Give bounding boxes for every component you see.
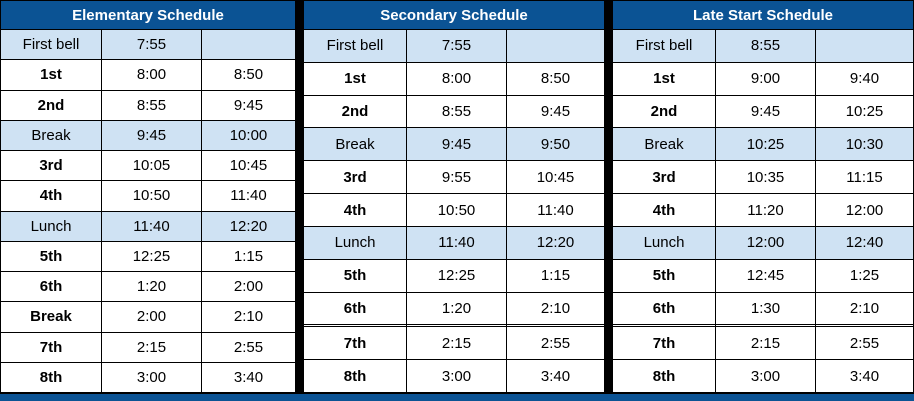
elementary-schedule-title: Elementary Schedule bbox=[1, 1, 296, 30]
period-cell: 7th bbox=[613, 327, 716, 360]
period-cell: Break bbox=[1, 302, 102, 332]
period-cell: 6th bbox=[1, 272, 102, 302]
period-cell: 1st bbox=[1, 60, 102, 90]
end-time-cell: 10:45 bbox=[507, 161, 605, 194]
end-time-cell: 11:40 bbox=[507, 194, 605, 227]
end-time-cell bbox=[507, 30, 605, 63]
schedule-row bbox=[1, 181, 296, 211]
start-time-cell: 10:35 bbox=[716, 161, 816, 194]
schedule-row bbox=[613, 327, 914, 360]
secondary-schedule-table bbox=[303, 0, 605, 393]
period-cell: 3rd bbox=[1, 151, 102, 181]
late-start-schedule-body bbox=[613, 30, 914, 393]
schedule-row bbox=[304, 62, 605, 95]
end-time-cell: 12:20 bbox=[202, 211, 296, 241]
schedule-row bbox=[613, 226, 914, 259]
start-time-cell: 3:00 bbox=[716, 360, 816, 393]
period-cell: 2nd bbox=[613, 95, 716, 128]
end-time-cell: 2:55 bbox=[816, 327, 914, 360]
start-time-cell: 9:00 bbox=[716, 62, 816, 95]
table-header-row bbox=[1, 1, 296, 30]
period-cell: 5th bbox=[304, 259, 407, 292]
schedule-row bbox=[1, 211, 296, 241]
start-time-cell: 11:20 bbox=[716, 194, 816, 227]
schedule-row bbox=[1, 302, 296, 332]
schedule-row bbox=[304, 327, 605, 360]
start-time-cell: 11:40 bbox=[102, 211, 202, 241]
end-time-cell: 10:25 bbox=[816, 95, 914, 128]
table-header-row bbox=[304, 1, 605, 30]
table-separator bbox=[605, 0, 612, 393]
schedule-row bbox=[304, 194, 605, 227]
end-time-cell: 10:45 bbox=[202, 151, 296, 181]
period-cell: 1st bbox=[304, 62, 407, 95]
period-cell: 4th bbox=[304, 194, 407, 227]
schedule-row bbox=[613, 194, 914, 227]
end-time-cell: 2:10 bbox=[816, 292, 914, 325]
table-separator bbox=[296, 0, 303, 393]
period-cell: 1st bbox=[613, 62, 716, 95]
end-time-cell bbox=[202, 30, 296, 60]
schedule-row bbox=[304, 30, 605, 63]
period-cell: Break bbox=[613, 128, 716, 161]
period-cell: 3rd bbox=[613, 161, 716, 194]
end-time-cell bbox=[816, 30, 914, 63]
schedule-row bbox=[304, 259, 605, 292]
start-time-cell: 9:45 bbox=[407, 128, 507, 161]
schedule-row bbox=[304, 95, 605, 128]
end-time-cell: 1:15 bbox=[202, 241, 296, 271]
start-time-cell: 9:45 bbox=[102, 120, 202, 150]
schedule-row bbox=[1, 332, 296, 362]
period-cell: First bell bbox=[304, 30, 407, 63]
period-cell: First bell bbox=[1, 30, 102, 60]
end-time-cell: 2:10 bbox=[507, 292, 605, 325]
period-cell: Lunch bbox=[613, 226, 716, 259]
elementary-schedule-body bbox=[1, 30, 296, 393]
period-cell: 8th bbox=[304, 360, 407, 393]
start-time-cell: 10:25 bbox=[716, 128, 816, 161]
period-cell: 3rd bbox=[304, 161, 407, 194]
schedule-row bbox=[1, 151, 296, 181]
end-time-cell: 2:10 bbox=[202, 302, 296, 332]
end-time-cell: 9:45 bbox=[202, 90, 296, 120]
period-cell: Break bbox=[1, 120, 102, 150]
start-time-cell: 10:50 bbox=[102, 181, 202, 211]
end-time-cell: 12:00 bbox=[816, 194, 914, 227]
end-time-cell: 1:25 bbox=[816, 259, 914, 292]
start-time-cell: 8:55 bbox=[102, 90, 202, 120]
schedule-row bbox=[613, 259, 914, 292]
end-time-cell: 2:00 bbox=[202, 272, 296, 302]
period-cell: 8th bbox=[613, 360, 716, 393]
start-time-cell: 7:55 bbox=[407, 30, 507, 63]
period-cell: 5th bbox=[613, 259, 716, 292]
start-time-cell: 1:30 bbox=[716, 292, 816, 325]
period-cell: Lunch bbox=[304, 226, 407, 259]
start-time-cell: 8:55 bbox=[716, 30, 816, 63]
secondary-schedule-body bbox=[304, 30, 605, 393]
period-cell: 6th bbox=[304, 292, 407, 325]
start-time-cell: 12:25 bbox=[102, 241, 202, 271]
start-time-cell: 2:00 bbox=[102, 302, 202, 332]
end-time-cell: 8:50 bbox=[507, 62, 605, 95]
late-start-schedule-title: Late Start Schedule bbox=[613, 1, 914, 30]
schedule-row bbox=[1, 272, 296, 302]
schedule-row bbox=[613, 292, 914, 325]
schedule-row bbox=[613, 30, 914, 63]
schedule-row bbox=[304, 360, 605, 393]
schedule-row bbox=[613, 128, 914, 161]
end-time-cell: 3:40 bbox=[507, 360, 605, 393]
schedule-row bbox=[1, 362, 296, 392]
end-time-cell: 3:40 bbox=[202, 362, 296, 392]
period-cell: Lunch bbox=[1, 211, 102, 241]
schedule-row bbox=[304, 226, 605, 259]
start-time-cell: 9:55 bbox=[407, 161, 507, 194]
start-time-cell: 12:45 bbox=[716, 259, 816, 292]
schedule-row bbox=[613, 161, 914, 194]
start-time-cell: 9:45 bbox=[716, 95, 816, 128]
elementary-schedule-table bbox=[0, 0, 296, 393]
period-cell: 2nd bbox=[1, 90, 102, 120]
start-time-cell: 8:00 bbox=[102, 60, 202, 90]
end-time-cell: 11:15 bbox=[816, 161, 914, 194]
schedule-row bbox=[613, 62, 914, 95]
start-time-cell: 10:50 bbox=[407, 194, 507, 227]
period-cell: 4th bbox=[1, 181, 102, 211]
start-time-cell: 10:05 bbox=[102, 151, 202, 181]
start-time-cell: 2:15 bbox=[102, 332, 202, 362]
end-time-cell: 3:40 bbox=[816, 360, 914, 393]
schedule-row bbox=[1, 30, 296, 60]
start-time-cell: 7:55 bbox=[102, 30, 202, 60]
period-cell: 6th bbox=[613, 292, 716, 325]
start-time-cell: 2:15 bbox=[407, 327, 507, 360]
period-cell: 7th bbox=[304, 327, 407, 360]
period-cell: 8th bbox=[1, 362, 102, 392]
schedule-row bbox=[1, 120, 296, 150]
start-time-cell: 3:00 bbox=[102, 362, 202, 392]
schedule-row bbox=[304, 292, 605, 325]
schedule-row bbox=[1, 241, 296, 271]
end-time-cell: 10:30 bbox=[816, 128, 914, 161]
end-time-cell: 10:00 bbox=[202, 120, 296, 150]
end-time-cell: 12:40 bbox=[816, 226, 914, 259]
late-start-schedule-table bbox=[612, 0, 914, 393]
start-time-cell: 1:20 bbox=[102, 272, 202, 302]
period-cell: 7th bbox=[1, 332, 102, 362]
end-time-cell: 2:55 bbox=[202, 332, 296, 362]
schedule-row bbox=[1, 60, 296, 90]
end-time-cell: 2:55 bbox=[507, 327, 605, 360]
period-cell: Break bbox=[304, 128, 407, 161]
end-time-cell: 9:45 bbox=[507, 95, 605, 128]
period-cell: 5th bbox=[1, 241, 102, 271]
start-time-cell: 8:55 bbox=[407, 95, 507, 128]
start-time-cell: 12:25 bbox=[407, 259, 507, 292]
schedule-row bbox=[1, 90, 296, 120]
schedule-row bbox=[304, 128, 605, 161]
schedule-row bbox=[613, 95, 914, 128]
start-time-cell: 3:00 bbox=[407, 360, 507, 393]
table-header-row bbox=[613, 1, 914, 30]
period-cell: 4th bbox=[613, 194, 716, 227]
schedule-row bbox=[304, 161, 605, 194]
start-time-cell: 8:00 bbox=[407, 62, 507, 95]
start-time-cell: 1:20 bbox=[407, 292, 507, 325]
end-time-cell: 9:40 bbox=[816, 62, 914, 95]
end-time-cell: 9:50 bbox=[507, 128, 605, 161]
end-time-cell: 1:15 bbox=[507, 259, 605, 292]
end-time-cell: 12:20 bbox=[507, 226, 605, 259]
secondary-schedule-title: Secondary Schedule bbox=[304, 1, 605, 30]
end-time-cell: 8:50 bbox=[202, 60, 296, 90]
start-time-cell: 2:15 bbox=[716, 327, 816, 360]
start-time-cell: 11:40 bbox=[407, 226, 507, 259]
next-section-header-bar bbox=[0, 393, 914, 401]
period-cell: First bell bbox=[613, 30, 716, 63]
schedule-row bbox=[613, 360, 914, 393]
period-cell: 2nd bbox=[304, 95, 407, 128]
end-time-cell: 11:40 bbox=[202, 181, 296, 211]
start-time-cell: 12:00 bbox=[716, 226, 816, 259]
